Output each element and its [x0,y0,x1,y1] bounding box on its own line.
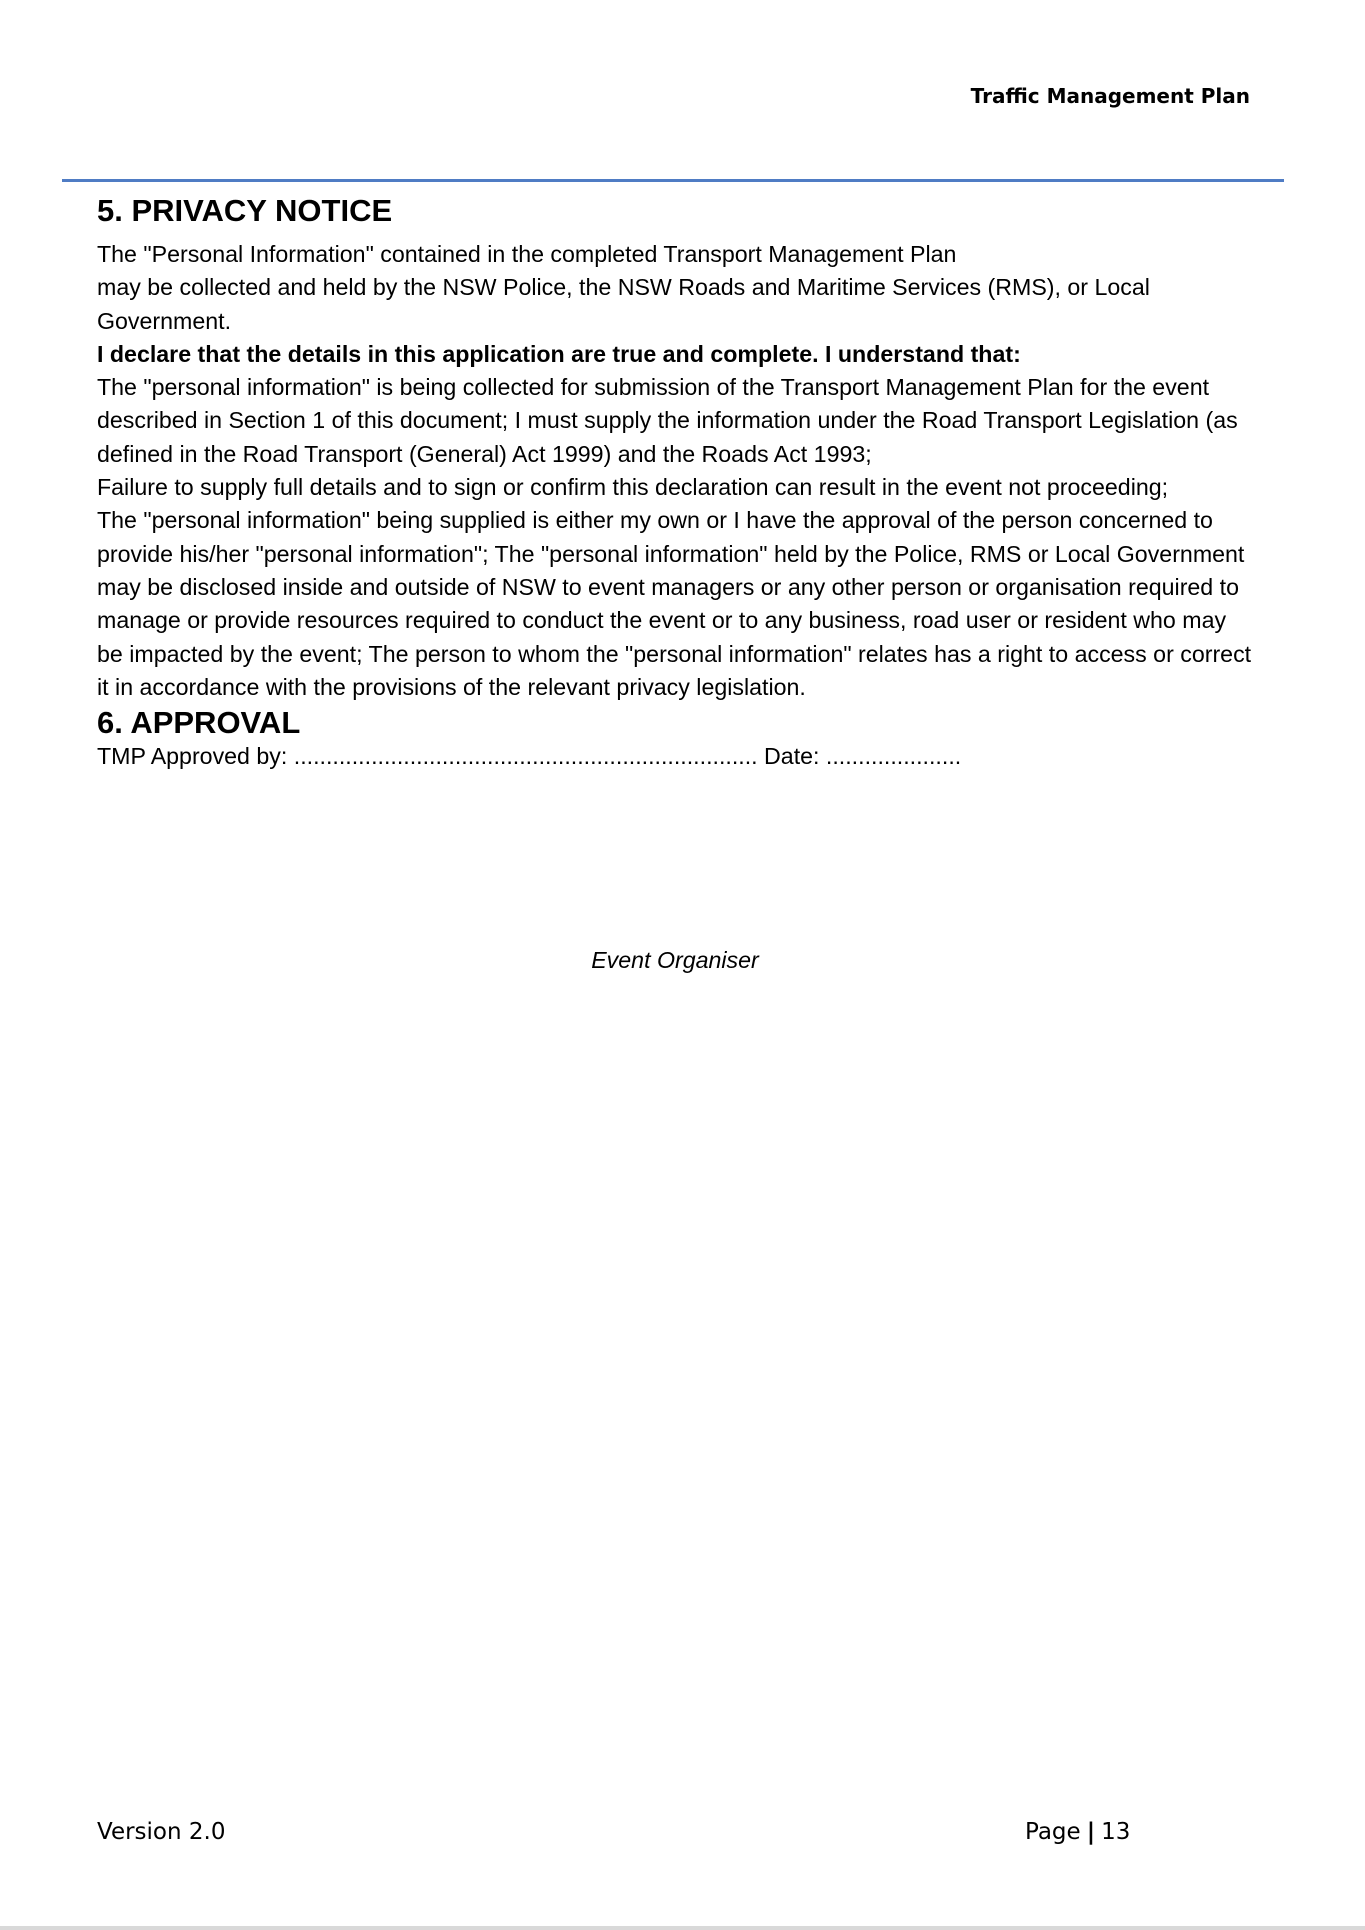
privacy-paragraph-collection: The "personal information" is being collected for submission of the Transport Management Plan for the event described in Section 1 of this document; I must supply the information under the Road Transport Legislation (as defined in the Road Transport (General) Act 1999) and the Roads Act 1993; [97,374,1238,467]
privacy-notice-heading: 5. PRIVACY NOTICE [97,193,393,228]
privacy-paragraph-failure: Failure to supply full details and to sign or confirm this declaration can result in the event not proceeding; [97,474,1169,501]
page-content [97,192,1257,770]
privacy-paragraph-disclosure: The "personal information" being supplied is either my own or I have the approval of the person concerned to provide his/her "personal information"; The "personal information" held by the Police, RMS or Local Government may be disclosed inside and outside of NSW to event managers or any other person or organisation required to manage or provide resources required to conduct the event or to any business, road user or resident who may be impacted by the event; The person to whom the "personal information" relates has a right to access or correct it in accordance with the provisions of the relevant privacy legislation. [97,507,1252,700]
footer-page-label: Page [1025,1819,1081,1845]
header-divider [62,179,1284,182]
page-bottom-edge [0,1926,1365,1930]
approval-signature-line: TMP Approved by: ........................................................................ Date: ..................... [97,743,962,770]
declaration-statement: I declare that the details in this application are true and complete. I understand that: [97,340,1021,367]
running-header-title: Traffic Management Plan [970,84,1250,108]
footer-page-value: 13 [1101,1819,1131,1845]
approval-heading: 6. APPROVAL [97,705,301,741]
footer-separator: | [1086,1819,1096,1845]
signature-role-caption: Event Organiser [591,947,759,973]
footer-version: Version 2.0 [97,1819,226,1845]
privacy-intro-paragraph: The "Personal Information" contained in the completed Transport Management Plan may be collected and held by the NSW Police, the NSW Roads and Maritime Services (RMS), or Local Government. [97,241,1150,334]
footer-page-number [1025,1818,1130,1846]
